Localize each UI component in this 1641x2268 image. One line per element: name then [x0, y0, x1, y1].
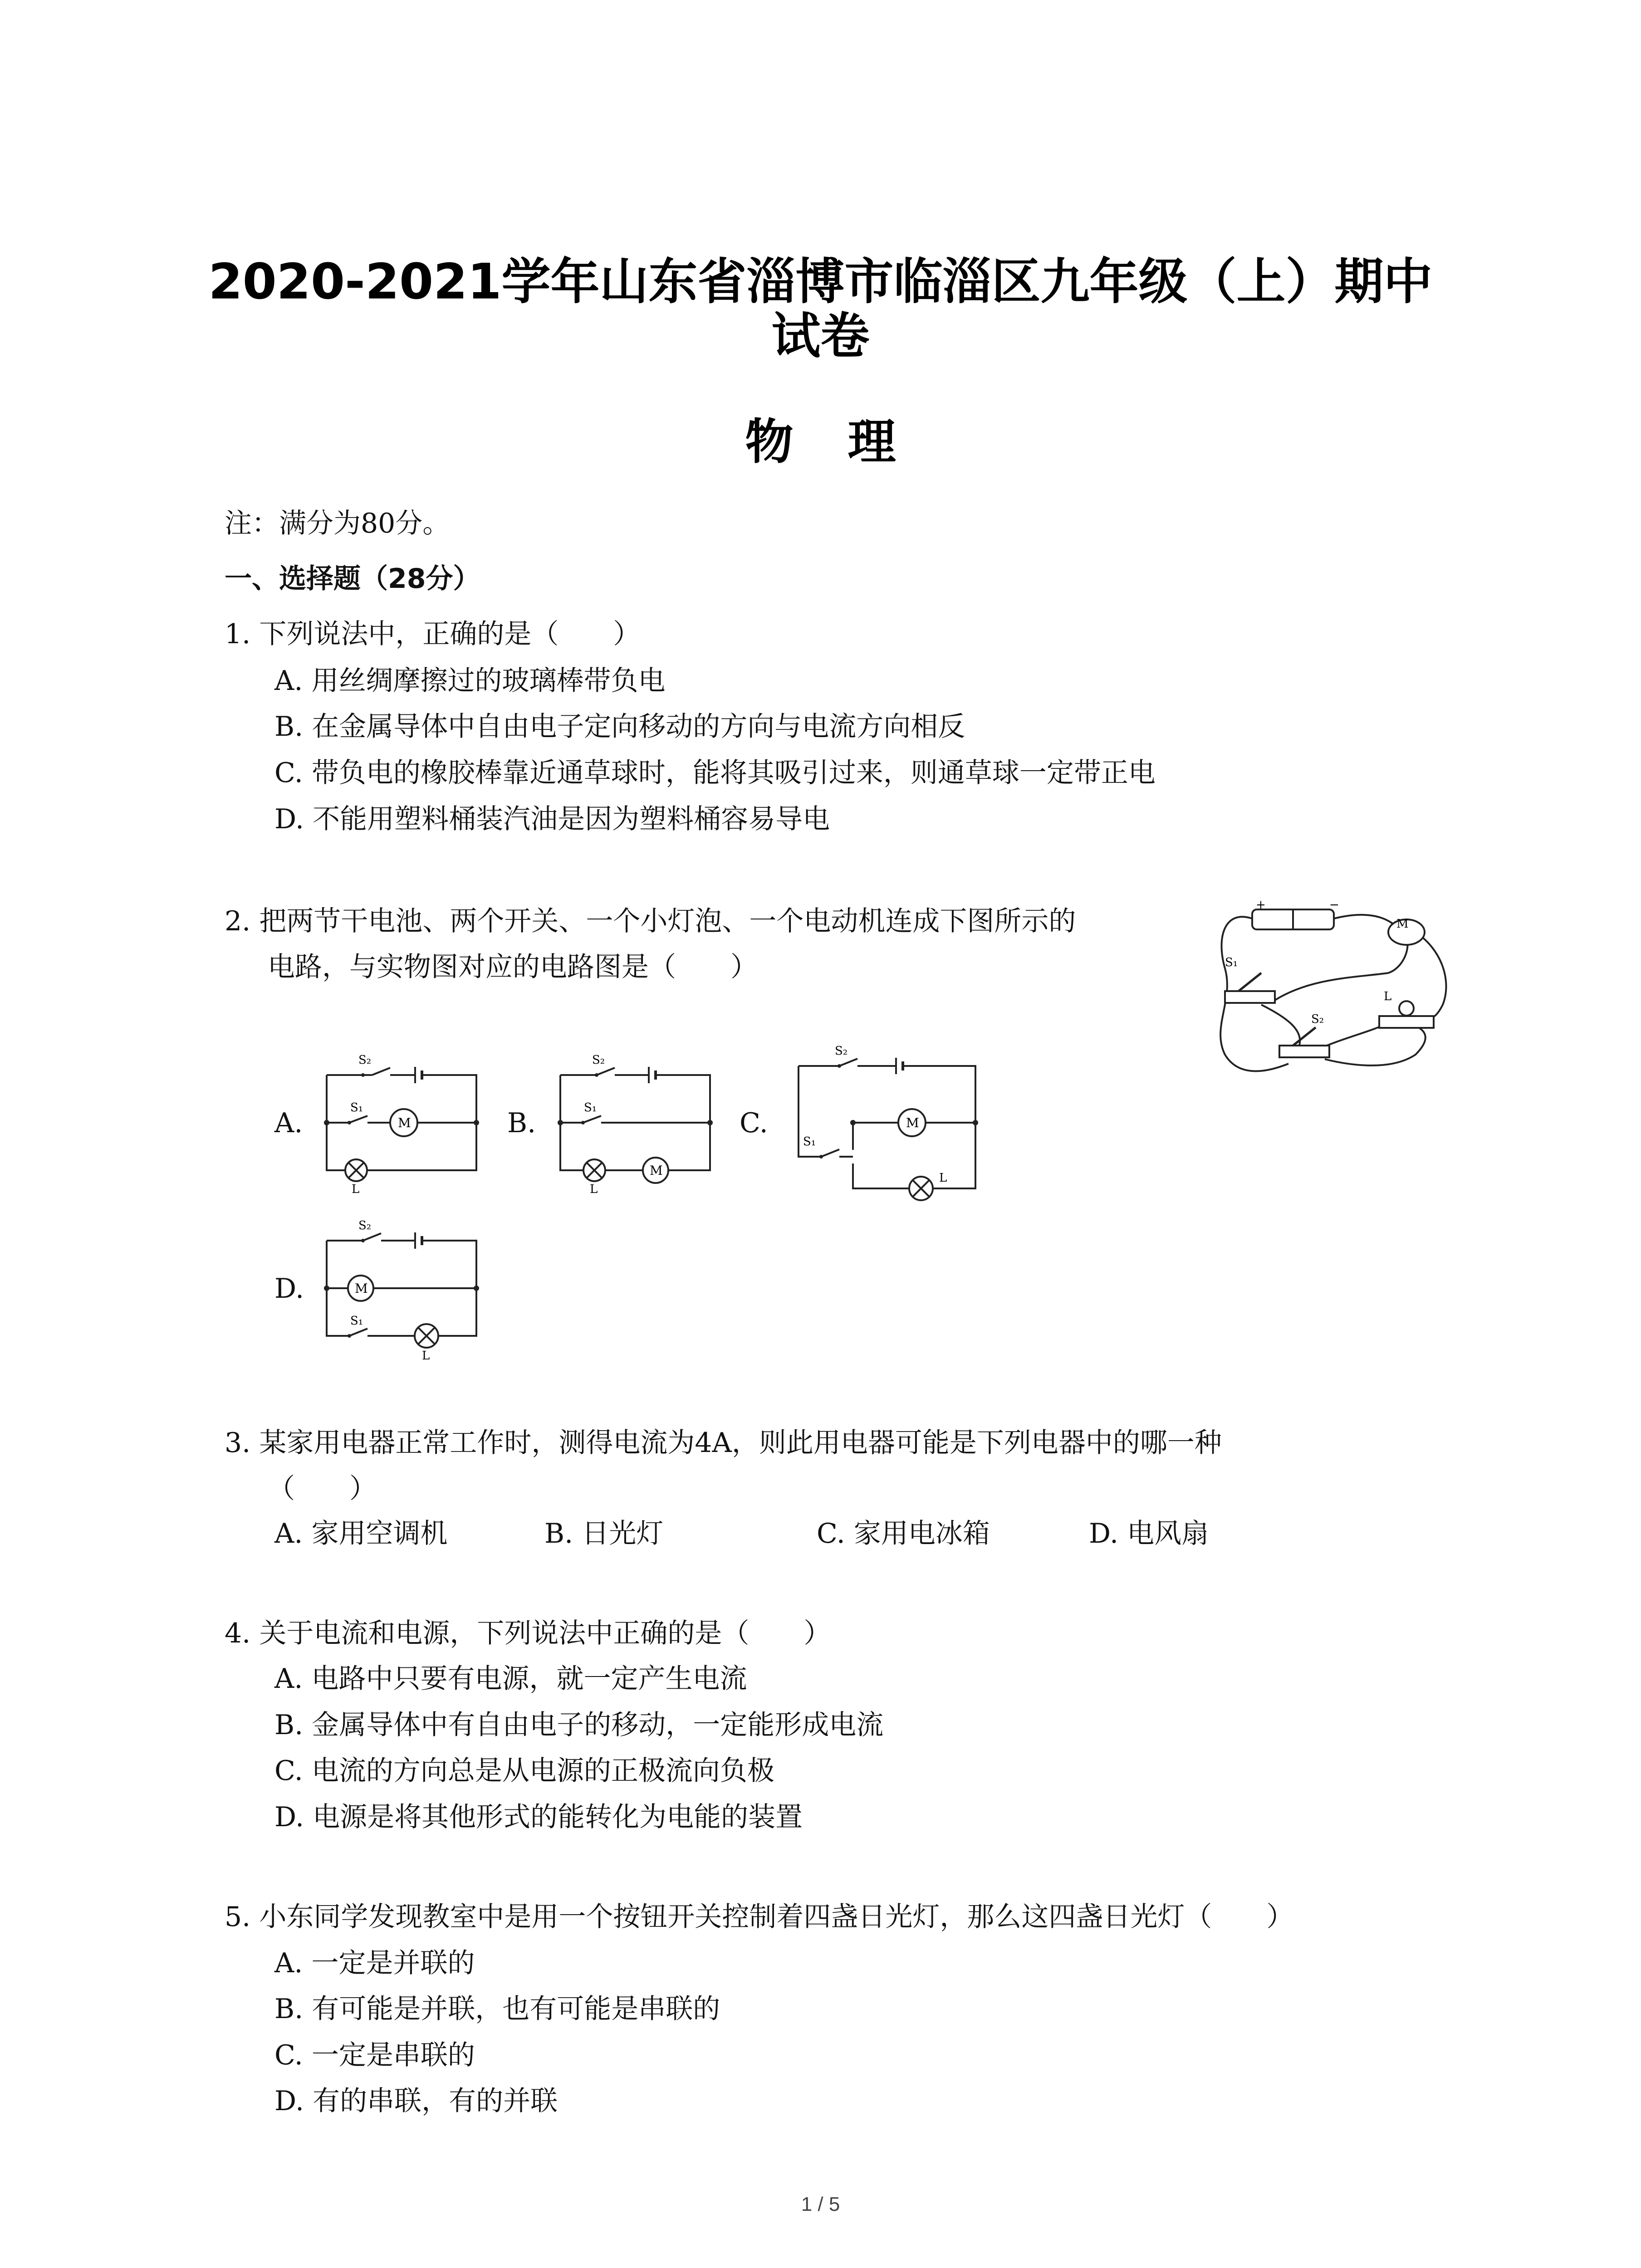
question-1-stem: 1. 下列说法中，正确的是（ ） [225, 618, 641, 650]
question-4-option-a: A. 电路中只要有电源，就一定产生电流 [274, 1663, 747, 1695]
question-2-stem-continued: 电路，与实物图对应的电路图是（ ） [268, 951, 758, 983]
question-2-stem: 2. 把两节干电池、两个开关、一个小灯泡、一个电动机连成下图所示的 [225, 905, 1076, 937]
section-heading: 一、选择题（28分） [225, 563, 480, 595]
question-3-option-c: C. 家用电冰箱 [817, 1518, 990, 1549]
question-1-option-b: B. 在金属导体中自由电子定向移动的方向与电流方向相反 [274, 711, 965, 743]
battery-plus-label: + [1256, 900, 1266, 912]
exam-title-continued: 试卷 [771, 308, 870, 365]
motor-label: M [1396, 917, 1409, 931]
question-5-option-b: B. 有可能是并联，也有可能是串联的 [274, 1993, 720, 2025]
question-3-option-a: A. 家用空调机 [274, 1518, 448, 1549]
s2-label: S₂ [835, 1044, 848, 1058]
question-4-option-c: C. 电流的方向总是从电源的正极流向负极 [274, 1755, 774, 1787]
question-3-stem: 3. 某家用电器正常工作时，测得电流为4A，则此用电器可能是下列电器中的哪一种 [225, 1427, 1222, 1459]
s1-label: S₁ [584, 1101, 597, 1114]
question-5-stem: 5. 小东同学发现教室中是用一个按钮开关控制着四盏日光灯，那么这四盏日光灯（ ） [225, 1901, 1294, 1933]
question-3-options [0, 1517, 1641, 1550]
page-number: 1 / 5 [801, 2193, 840, 2215]
lamp-symbol-label: L [352, 1183, 360, 1196]
lamp-symbol-label: L [422, 1349, 430, 1363]
exam-title: 2020-2021学年山东省淄博市临淄区九年级（上）期中 [208, 254, 1433, 310]
s2-label: S₂ [592, 1053, 605, 1067]
motor-symbol: M [398, 1115, 411, 1130]
question-5-option-a: A. 一定是并联的 [274, 1947, 475, 1979]
question-4-stem: 4. 关于电流和电源，下列说法中正确的是（ ） [225, 1618, 831, 1649]
lamp-symbol-label: L [939, 1171, 947, 1185]
s1-label: S₁ [803, 1135, 816, 1149]
question-2-option-b-label: B. [507, 1107, 536, 1139]
question-2-option-c-label: C. [740, 1107, 768, 1139]
motor-symbol: M [906, 1115, 919, 1130]
s2-label: S₂ [358, 1219, 372, 1232]
circuit-diagram-b [551, 1048, 724, 1198]
circuit-diagram-a [318, 1048, 490, 1198]
question-1-option-d: D. 不能用塑料桶装汽油是因为塑料桶容易导电 [274, 803, 830, 835]
lamp-symbol-label: L [590, 1183, 598, 1196]
question-4-option-d: D. 电源是将其他形式的能转化为电能的装置 [274, 1801, 803, 1833]
question-1-option-a: A. 用丝绸摩擦过的玻璃棒带负电 [274, 665, 666, 697]
s2-label: S₂ [358, 1053, 372, 1067]
s1-label: S₁ [350, 1314, 363, 1328]
question-3-option-b: B. 日光灯 [544, 1518, 664, 1549]
physical-circuit-picture [1198, 900, 1461, 1082]
subject-heading: 物理 [745, 414, 950, 470]
question-2-option-d-label: D. [274, 1273, 304, 1305]
motor-symbol: M [355, 1281, 368, 1296]
question-1-option-c: C. 带负电的橡胶棒靠近通草球时，能将其吸引过来，则通草球一定带正电 [274, 757, 1156, 789]
score-note: 注：满分为80分。 [225, 508, 450, 539]
switch-s1-label: S₁ [1225, 956, 1238, 969]
circuit-diagram-d [318, 1213, 490, 1363]
s1-label: S₁ [350, 1101, 363, 1114]
question-5-option-d: D. 有的串联，有的并联 [274, 2085, 558, 2117]
question-3-stem-continued: （ ） [268, 1473, 377, 1505]
switch-s2-label: S₂ [1311, 1012, 1324, 1026]
question-4-option-b: B. 金属导体中有自由电子的移动，一定能形成电流 [274, 1709, 884, 1741]
battery-minus-label: − [1329, 900, 1339, 912]
circuit-diagram-c [785, 1034, 989, 1207]
question-3-option-d: D. 电风扇 [1089, 1518, 1209, 1549]
motor-symbol: M [650, 1163, 663, 1178]
question-5-option-c: C. 一定是串联的 [274, 2039, 475, 2071]
lamp-label: L [1384, 990, 1392, 1003]
question-2-option-a-label: A. [274, 1107, 303, 1139]
